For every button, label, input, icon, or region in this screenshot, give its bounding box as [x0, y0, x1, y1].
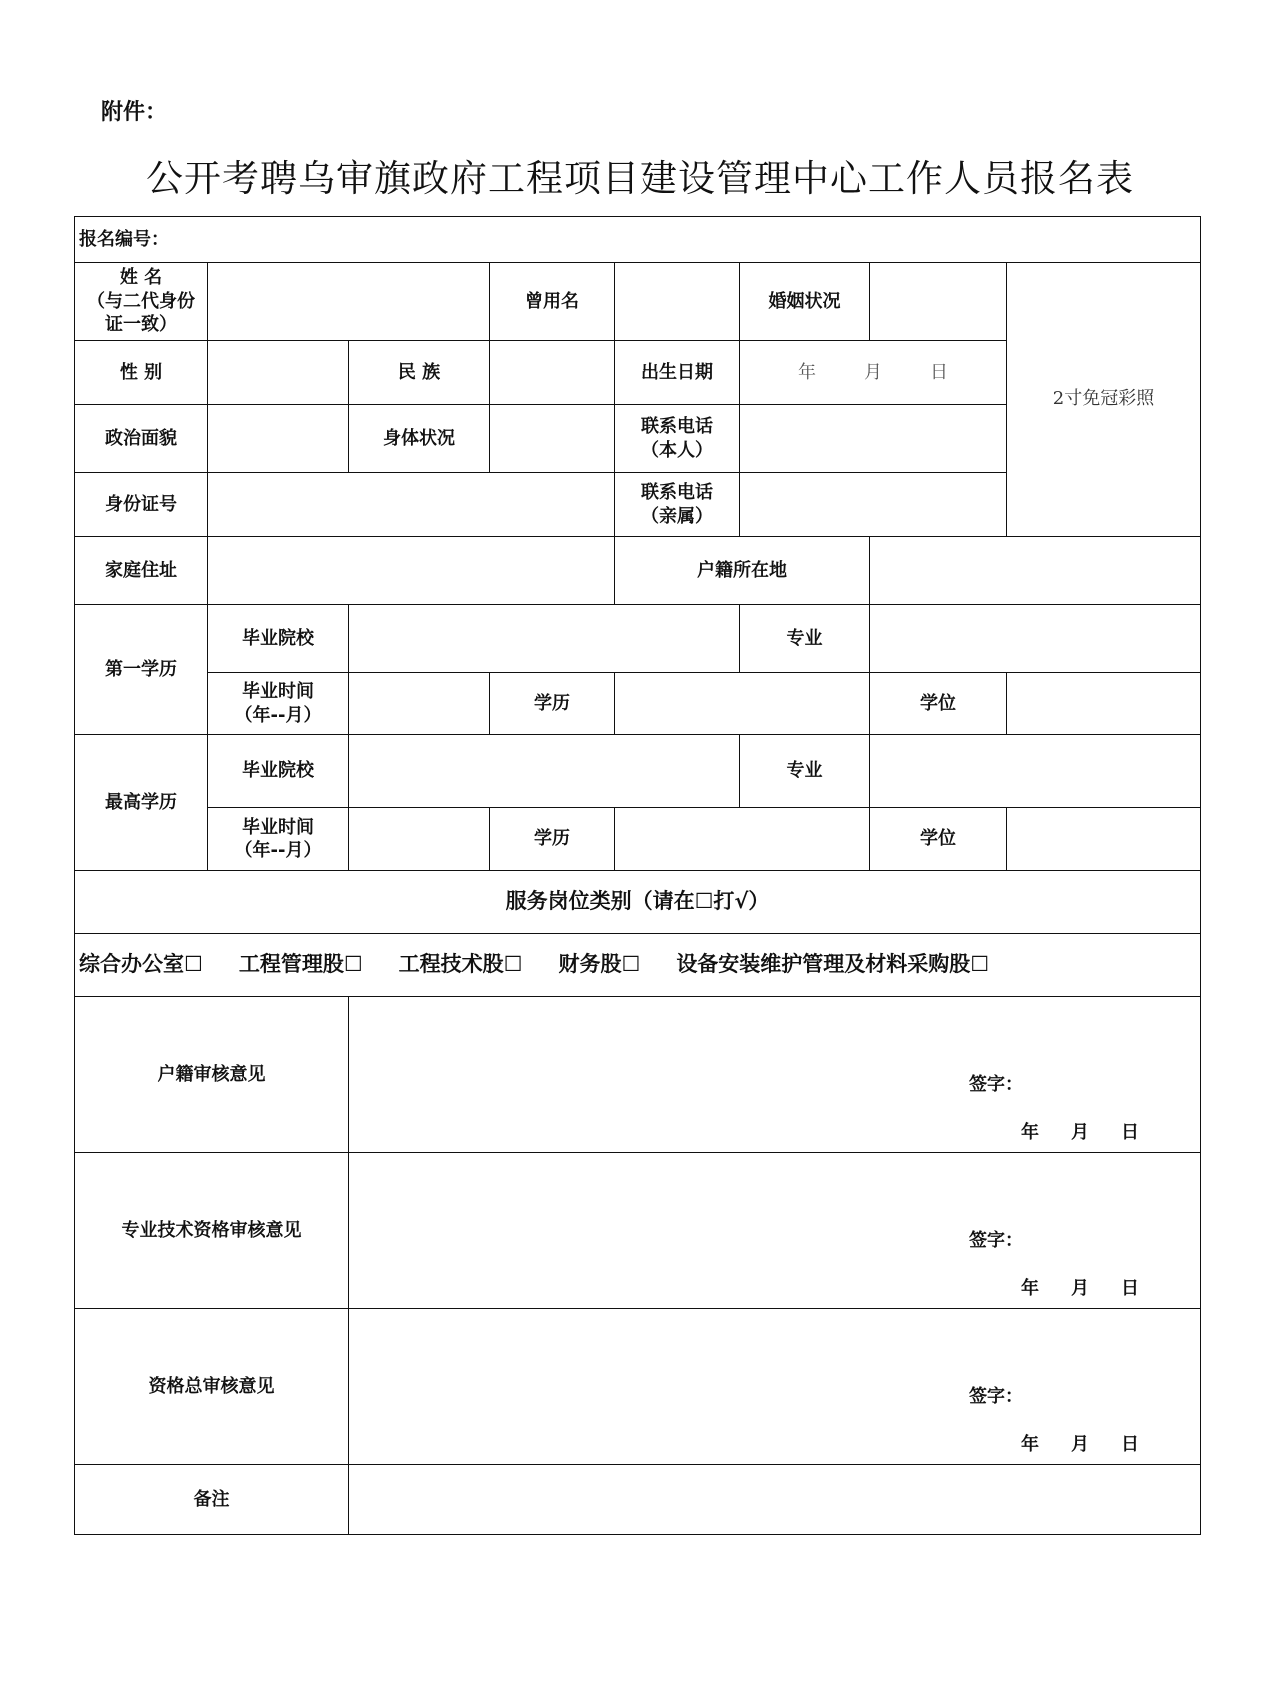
ethnicity-label: 民 族: [349, 341, 490, 405]
category-checkbox-management[interactable]: 工程管理股☐: [238, 952, 363, 977]
highest-school-field[interactable]: [349, 735, 740, 808]
phone-relative-field[interactable]: [740, 473, 1007, 537]
form-title: 公开考聘乌审旗政府工程项目建设管理中心工作人员报名表: [146, 157, 1134, 200]
highest-degree-label: 学位: [870, 808, 1007, 871]
first-major-label: 专业: [740, 605, 870, 673]
remarks-label: 备注: [75, 1465, 349, 1535]
hukou-field[interactable]: [870, 537, 1201, 605]
highest-education-label: 最高学历: [75, 735, 208, 871]
politics-label: 政治面貌: [75, 405, 208, 473]
sign-date: 年 月 日: [1021, 1122, 1139, 1143]
birth-date-field[interactable]: 年 月 日: [740, 341, 1007, 405]
first-major-field[interactable]: [870, 605, 1201, 673]
review-field-qualification[interactable]: [349, 1153, 1201, 1309]
review-field-hukou[interactable]: [349, 997, 1201, 1153]
highest-major-label: 专业: [740, 735, 870, 808]
sign-date: 年 月 日: [1021, 1434, 1139, 1455]
marital-status-field[interactable]: [870, 263, 1007, 341]
health-field[interactable]: [490, 405, 615, 473]
name-field[interactable]: [208, 263, 490, 341]
review-field-final[interactable]: [349, 1309, 1201, 1465]
first-degree-level-field[interactable]: [615, 673, 870, 735]
registration-number-cell[interactable]: [75, 217, 1201, 263]
review-label-qualification: 专业技术资格审核意见: [75, 1153, 349, 1309]
gender-label: 性 别: [75, 341, 208, 405]
review-label-final: 资格总审核意见: [75, 1309, 349, 1465]
ethnicity-field[interactable]: [490, 341, 615, 405]
health-label: 身体状况: [349, 405, 490, 473]
marital-status-label: 婚姻状况: [740, 263, 870, 341]
attachment-label: 附件：: [101, 100, 168, 125]
first-grad-time-label: 毕业时间 （年--月）: [208, 673, 349, 735]
remarks-field[interactable]: [349, 1465, 1201, 1535]
category-checkbox-finance[interactable]: 财务股☐: [558, 952, 641, 977]
sign-label: 签字：: [969, 1230, 1023, 1251]
phone-self-field[interactable]: [740, 405, 1007, 473]
registration-number-label: 报名编号：: [79, 228, 169, 250]
first-degree-label: 学位: [870, 673, 1007, 735]
highest-degree-level-label: 学历: [490, 808, 615, 871]
phone-self-label: 联系电话 （本人）: [615, 405, 740, 473]
phone-relative-label: 联系电话 （亲属）: [615, 473, 740, 537]
first-school-label: 毕业院校: [208, 605, 349, 673]
former-name-label: 曾用名: [490, 263, 615, 341]
address-field[interactable]: [208, 537, 615, 605]
highest-major-field[interactable]: [870, 735, 1201, 808]
first-degree-field[interactable]: [1007, 673, 1201, 735]
highest-grad-time-label: 毕业时间 （年--月）: [208, 808, 349, 871]
highest-grad-time-field[interactable]: [349, 808, 490, 871]
service-category-options: [75, 934, 1201, 997]
sign-label: 签字：: [969, 1386, 1023, 1407]
birth-date-label: 出生日期: [615, 341, 740, 405]
first-grad-time-field[interactable]: [349, 673, 490, 735]
name-label: 姓 名 （与二代身份 证一致）: [75, 263, 208, 341]
id-number-label: 身份证号: [75, 473, 208, 537]
highest-degree-level-field[interactable]: [615, 808, 870, 871]
first-education-label: 第一学历: [75, 605, 208, 735]
service-category-title: 服务岗位类别（请在☐打√）: [75, 871, 1201, 934]
highest-degree-field[interactable]: [1007, 808, 1201, 871]
sign-label: 签字：: [969, 1074, 1023, 1095]
hukou-label: 户籍所在地: [615, 537, 870, 605]
review-label-hukou: 户籍审核意见: [75, 997, 349, 1153]
category-checkbox-office[interactable]: 综合办公室☐: [79, 952, 203, 977]
first-school-field[interactable]: [349, 605, 740, 673]
highest-school-label: 毕业院校: [208, 735, 349, 808]
politics-field[interactable]: [208, 405, 349, 473]
id-number-field[interactable]: [208, 473, 615, 537]
gender-field[interactable]: [208, 341, 349, 405]
photo-placeholder[interactable]: 2寸免冠彩照: [1007, 263, 1201, 537]
category-checkbox-equipment[interactable]: 设备安装维护管理及材料采购股☐: [676, 952, 990, 977]
sign-date: 年 月 日: [1021, 1278, 1139, 1299]
registration-form: [74, 216, 1201, 1535]
address-label: 家庭住址: [75, 537, 208, 605]
former-name-field[interactable]: [615, 263, 740, 341]
category-checkbox-technical[interactable]: 工程技术股☐: [398, 952, 523, 977]
first-degree-level-label: 学历: [490, 673, 615, 735]
